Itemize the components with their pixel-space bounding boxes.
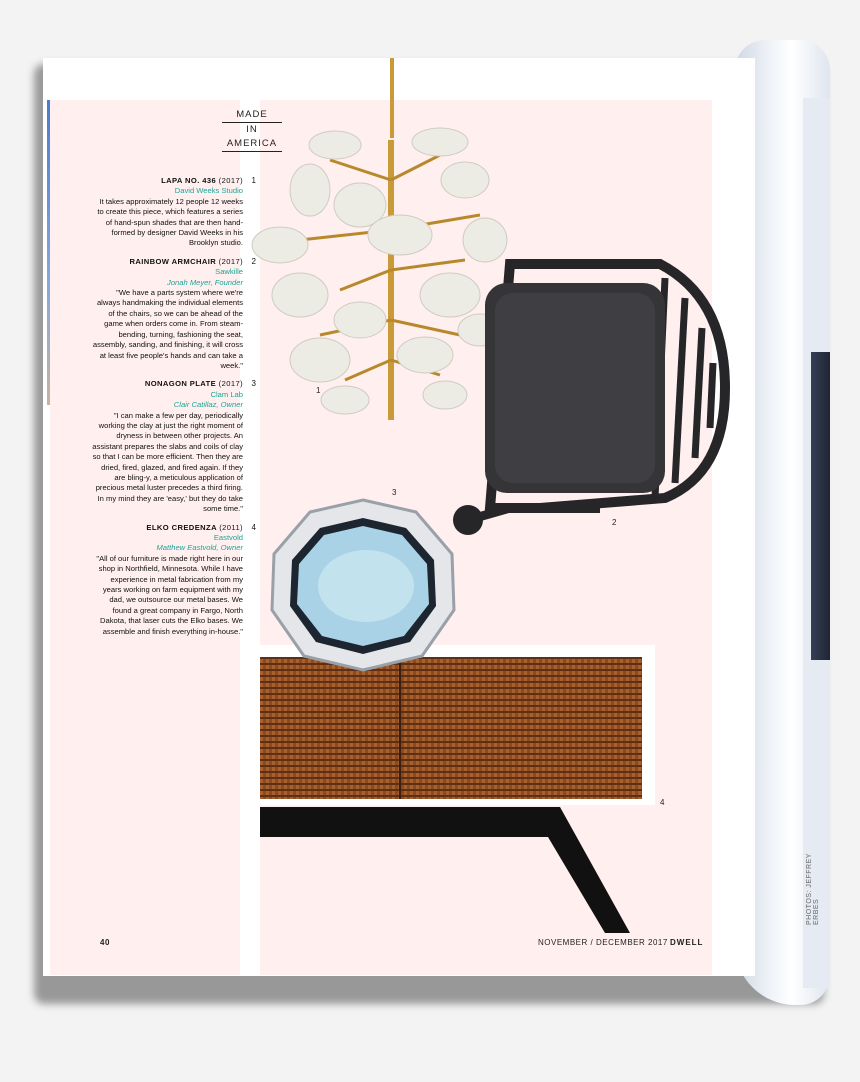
product-entry — [92, 176, 256, 249]
page-number: 40 — [100, 938, 110, 947]
entry-studio: Sawkille — [215, 267, 243, 277]
entry-body: "We have a parts system where we're always handmaking the individual elements of the chairs, so we can be ahead of the game when orders come in. From steam-bending, turning, fashioning the seat, assembly, sanding, and finishing, it will cross at least five people's hands and can take a week." — [92, 288, 243, 370]
header-line-1: MADE — [222, 108, 282, 123]
callout-4: 4 — [660, 798, 665, 807]
entry-number: 2 — [251, 256, 256, 266]
entry-person: Jonah Meyer, Founder — [167, 277, 243, 287]
callout-1: 1 — [316, 386, 321, 395]
entry-title: NONAGON PLATE (2017) — [144, 379, 243, 389]
callout-2: 2 — [612, 518, 617, 527]
armchair-image — [450, 258, 730, 538]
credenza-image — [260, 645, 655, 935]
previous-page-edge — [47, 100, 50, 405]
entry-number: 1 — [251, 176, 256, 185]
magazine-brand: DWELL — [670, 938, 704, 947]
entry-person: Matthew Eastvold, Owner — [156, 543, 243, 553]
entry-studio: David Weeks Studio — [174, 186, 243, 196]
entry-title: ELKO CREDENZA (2011) — [146, 522, 243, 532]
entry-title: LAPA NO. 436 (2017) — [161, 176, 243, 185]
product-column — [92, 176, 256, 645]
entry-studio: Clam Lab — [210, 389, 243, 399]
entry-number: 3 — [251, 379, 256, 389]
product-entry — [92, 379, 256, 514]
entry-studio: Eastvold — [213, 533, 243, 542]
next-page-photo — [811, 352, 830, 660]
callout-3: 3 — [392, 488, 397, 497]
entry-body: It takes approximately 12 people 12 weeks to create this piece, which features a series of hand-spun shades that are then hand-formed by designer David Weeks in his Brooklyn studio. — [97, 196, 243, 248]
header-line-3: AMERICA — [222, 137, 282, 152]
header-line-2: IN — [246, 124, 258, 135]
entry-body: "I can make a few per day, periodically working the clay at just the right moment of dryness in between other projects. An assistant prepares the slabs and coils of clay so that I can be more efficient. Then they are dried, fired, glazed, and fired again. If they are bling-y, a meticulous application of precious metal luster precedes a third firing. In my mind they are 'easy,' but they do take some time." — [92, 410, 243, 514]
photo-credit: PHOTOS: JEFFREY ERBES — [806, 853, 820, 925]
product-entry — [92, 257, 256, 371]
entry-body: "All of our furniture is made right here in our shop in Northfield, Minnesota. While I have experience in metal fabrication from my years working on farm equipment with my dad, we outsource our metal bases. We found a great company in Fargo, North Dakota, that laser cuts the Elko bases. We assemble and finish everything in-house." — [96, 553, 243, 636]
issue-date: NOVEMBER / DECEMBER 2017 — [538, 938, 668, 947]
product-entry — [92, 523, 256, 637]
nonagon-plate-image — [266, 496, 460, 674]
entry-title: RAINBOW ARMCHAIR (2017) — [129, 256, 243, 266]
entry-person: Clair Catillaz, Owner — [173, 400, 243, 410]
entry-number: 4 — [251, 522, 256, 532]
